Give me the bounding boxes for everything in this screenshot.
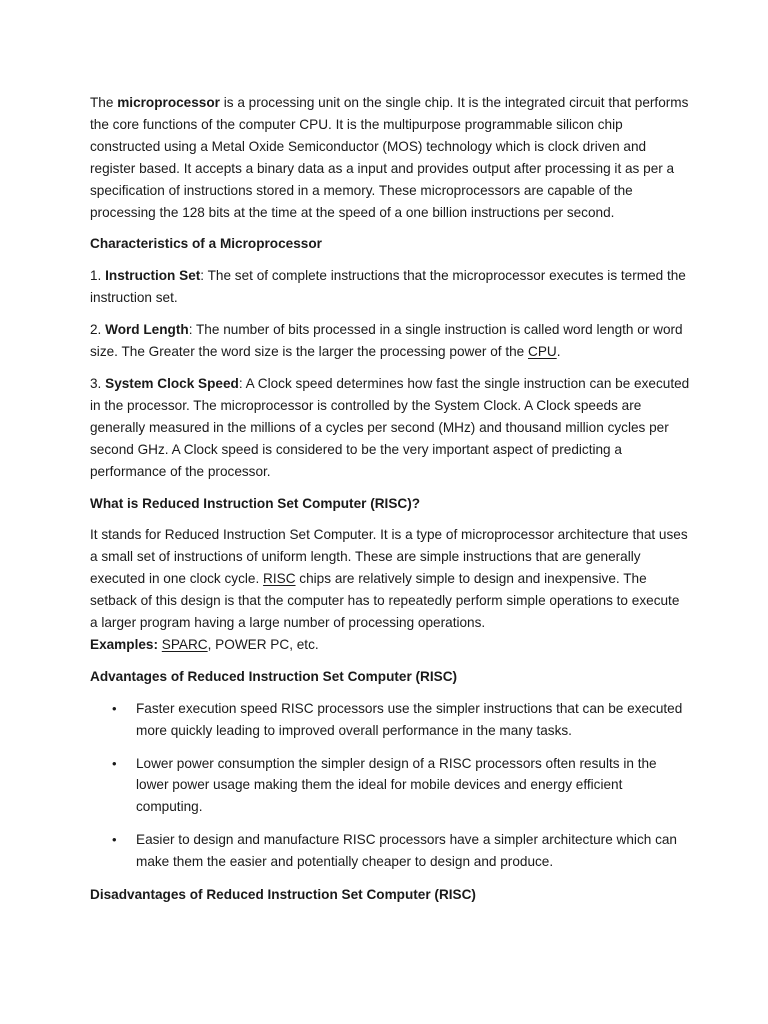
advantages-list (90, 698, 690, 873)
risc-paragraph: It stands for Reduced Instruction Set Computer. It is a type of microprocessor architecture that uses a small set of instructions of uniform length. These are simple instructions that are generally executed in one clock cycle. RISC chips are relatively simple to design and inexpensive. The setback of this design is that the computer has to repeatedly perform simple operations to execute a larger program having a large number of processing operations. Examples: SPARC, POWER PC, etc. (90, 527, 688, 652)
cpu-link[interactable]: CPU (528, 344, 557, 360)
characteristic-item-word-length: 2. Word Length: The number of bits processed in a single instruction is called word length or word size. The Greater the word size is the larger the processing power of the CPU. (90, 322, 683, 360)
risc-link[interactable]: RISC (263, 571, 296, 587)
characteristic-item-instruction-set: 1. Instruction Set: The set of complete instructions that the microprocessor executes is termed the instruction set. (90, 268, 686, 306)
characteristics-heading: Characteristics of a Microprocessor (90, 236, 322, 252)
characteristic-item-system-clock-speed: 3. System Clock Speed: A Clock speed determines how fast the single instruction can be executed in the processor. The microprocessor is controlled by the System Clock. A Clock speeds are generally measured in the millions of a cycles per second (MHz) and thousand million cycles per second GHz. A Clock speed is considered to be the very important aspect of predicting a performance of the processor. (90, 375, 690, 479)
disadvantages-heading: Disadvantages of Reduced Instruction Set Computer (RISC) (90, 887, 476, 903)
bullet-icon: • (112, 832, 117, 848)
document-page (90, 92, 690, 916)
intro-paragraph: The microprocessor is a processing unit on the single chip. It is the integrated circuit that performs the core functions of the computer CPU. It is the multipurpose programmable silicon chip constructed using a Metal Oxide Semiconductor (MOS) technology which is clock driven and register based. It accepts a binary data as a input and provides output after processing it as per a specification of instructions stored in a memory. These microprocessors are capable of the processing the 128 bits at the time at the speed of a one billion instructions per second. (90, 95, 689, 220)
examples-label: Examples: (90, 636, 159, 652)
bullet-icon: • (112, 700, 117, 716)
risc-heading: What is Reduced Instruction Set Computer (RISC)? (90, 495, 421, 511)
list-item: • Easier to design and manufacture RISC processors have a simpler architecture which can make them the easier and potentially cheaper to design and produce. (90, 829, 690, 873)
list-item: • Faster execution speed RISC processors use the simpler instructions that can be executed more quickly leading to improved overall performance in the many tasks. (90, 698, 690, 742)
bullet-icon: • (112, 755, 117, 771)
microprocessor-term: microprocessor (117, 95, 220, 110)
sparc-link[interactable]: SPARC (161, 636, 208, 652)
advantages-heading: Advantages of Reduced Instruction Set Computer (RISC) (90, 668, 458, 684)
list-item: • Lower power consumption the simpler design of a RISC processors often results in the lower power usage making them the ideal for mobile devices and energy efficient computing. (90, 753, 690, 819)
